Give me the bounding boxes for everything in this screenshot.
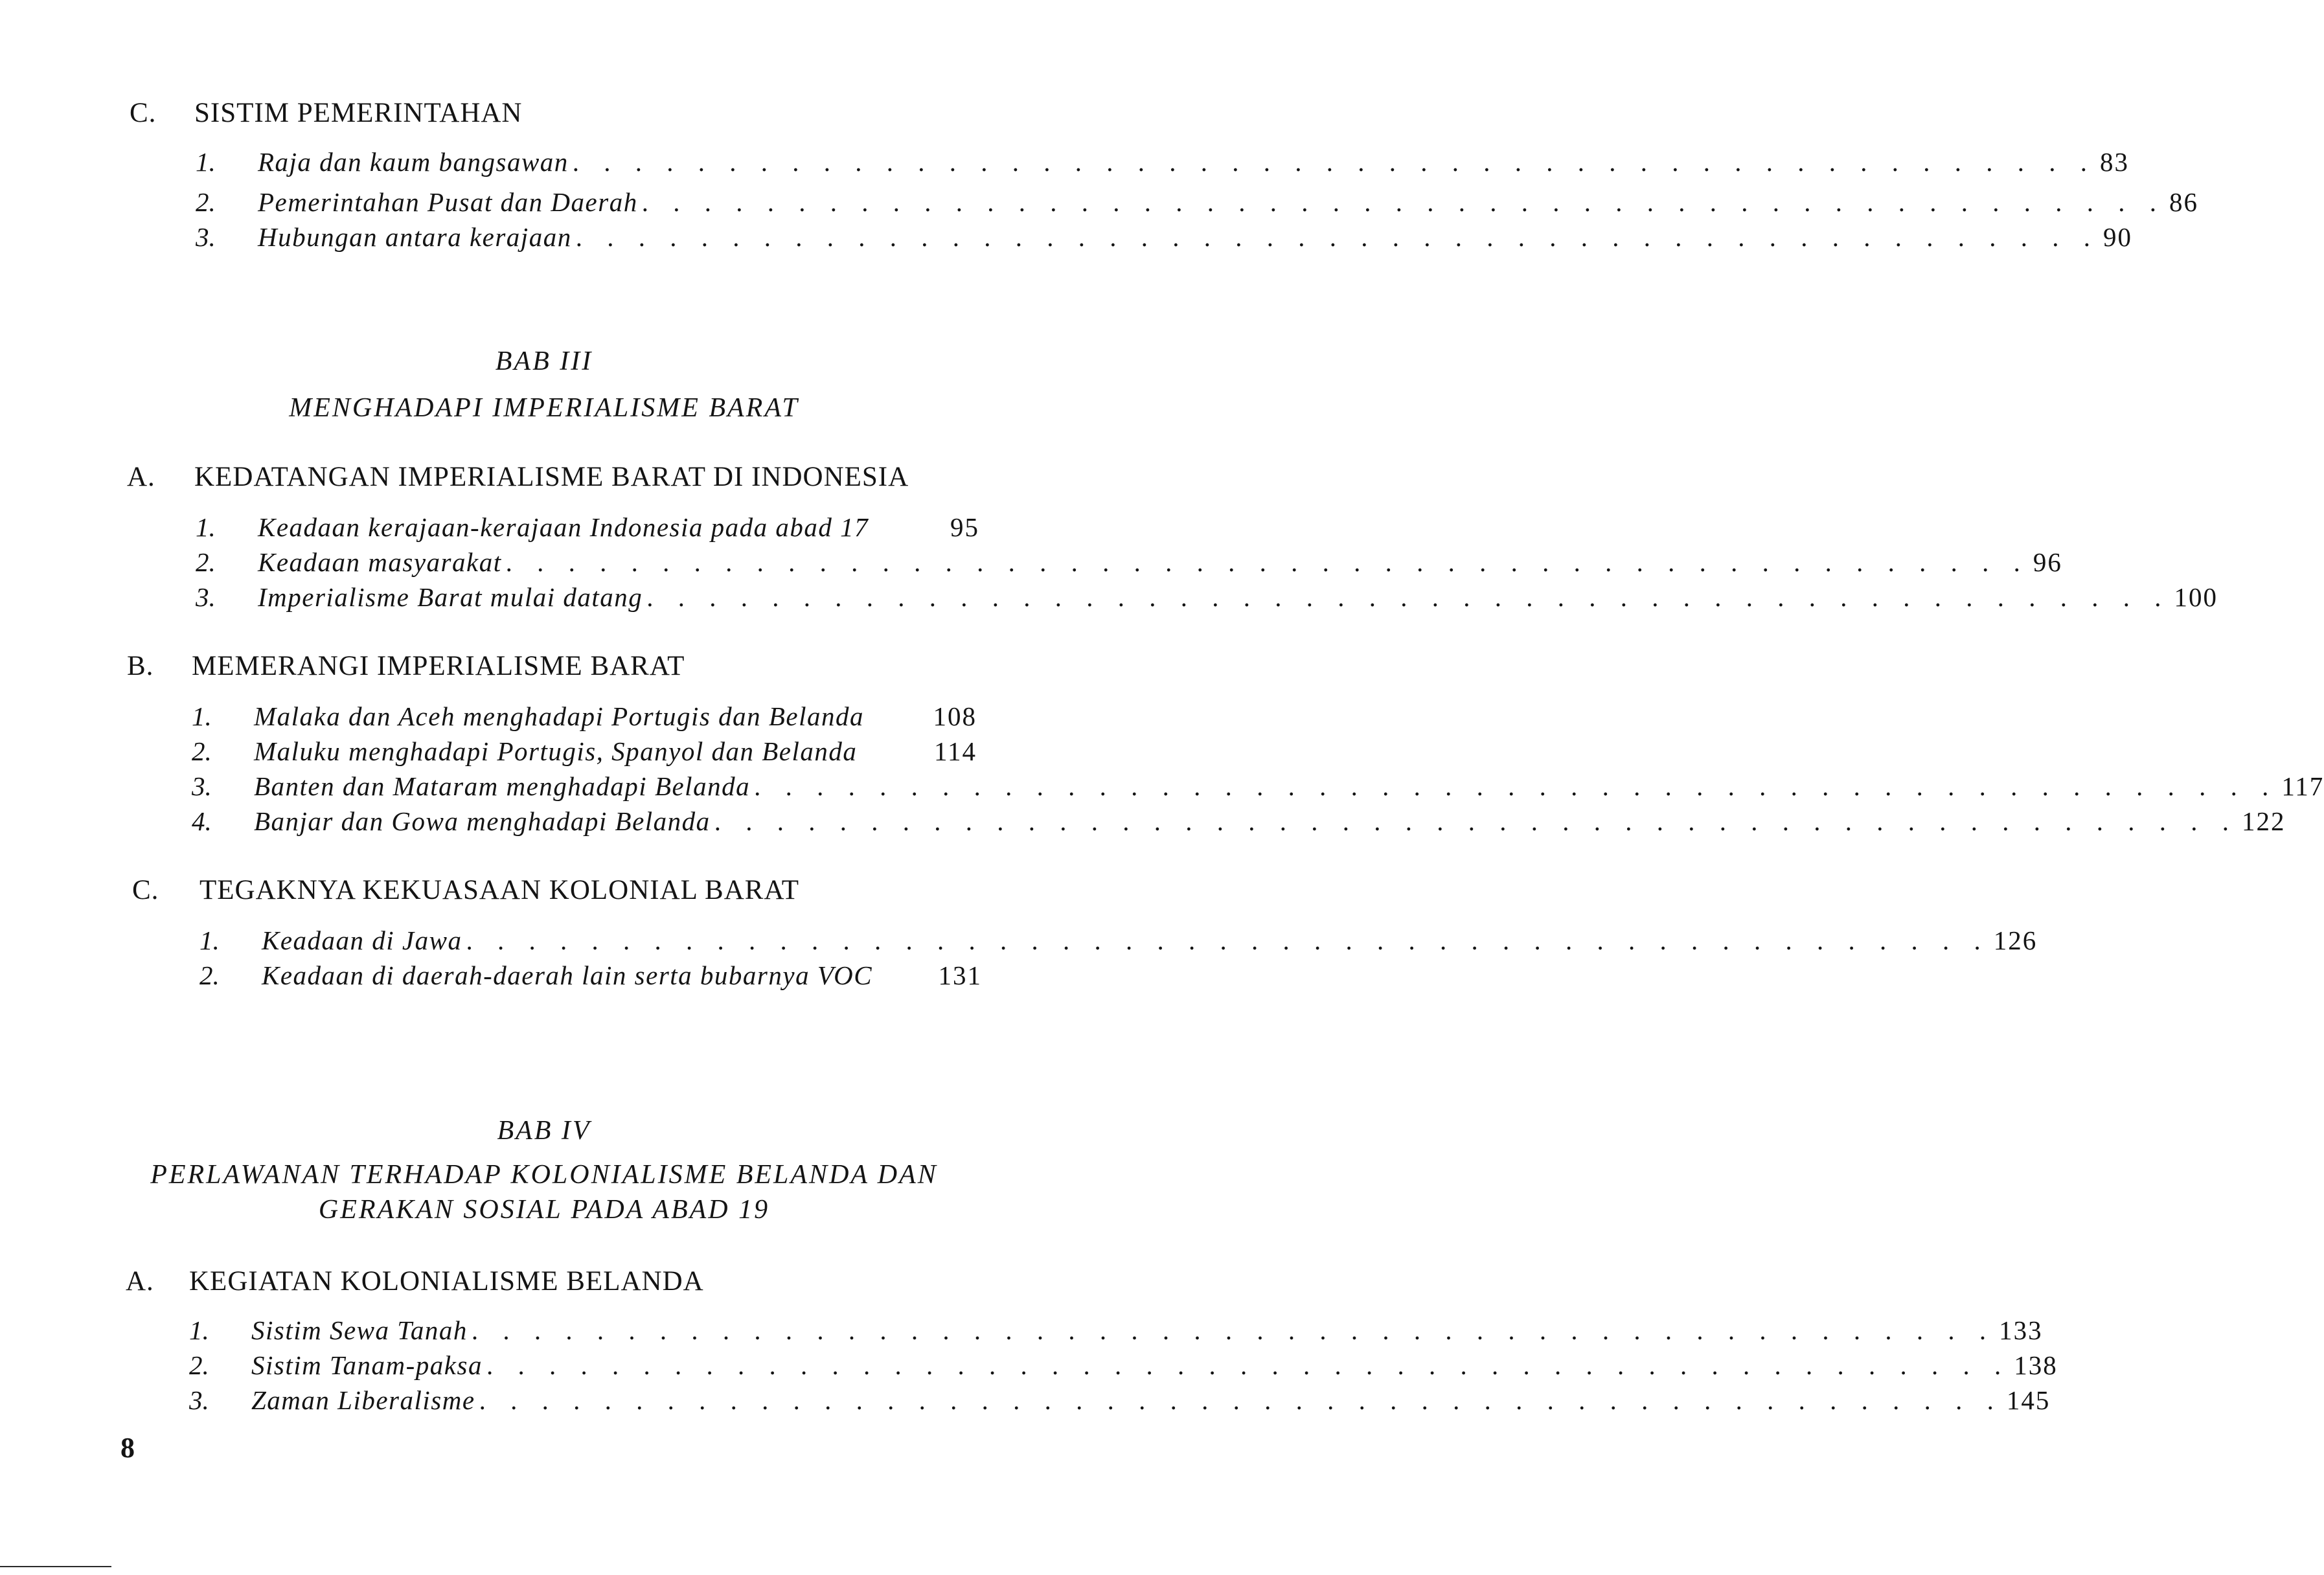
dot-leader: . . . . . . . . . . . . . . . . . . . . . . . . . . . . . . . . . . . . . . . . . . . . . . . . . xyxy=(572,147,2097,177)
entry-number: 2. xyxy=(199,960,220,990)
section-title: MEMERANGI IMPERIALISME BARAT xyxy=(192,651,685,681)
chapter-title-line: PERLAWANAN TERHADAP KOLONIALISME BELANDA DAN xyxy=(150,1160,938,1190)
entry-title: Keadaan di daerah-daerah lain serta bubarnya VOC xyxy=(262,960,873,990)
section-letter: A. xyxy=(127,462,155,492)
chapter-title: MENGHADAPI IMPERIALISME BARAT xyxy=(289,393,799,423)
section-title: TEGAKNYA KEKUASAAN KOLONIAL BARAT xyxy=(199,875,800,905)
dot-leader: . . . . . . . . . . . . . . . . . . . . . . . . . . . . . . . . . . . . . . . . . . . . . . . . . xyxy=(479,1385,2003,1415)
toc-entry xyxy=(199,925,2038,956)
entry-page: 86 xyxy=(2169,187,2198,217)
entry-number: 3. xyxy=(189,1385,209,1415)
section-letter: B. xyxy=(127,651,154,681)
entry-title: Maluku menghadapi Portugis, Spanyol dan Belanda xyxy=(254,736,858,766)
toc-entry xyxy=(189,1385,2051,1416)
section-title: KEGIATAN KOLONIALISME BELANDA xyxy=(189,1266,704,1297)
chapter-title-line: GERAKAN SOSIAL PADA ABAD 19 xyxy=(318,1195,770,1225)
chapter-label: BAB IV xyxy=(497,1116,591,1146)
toc-entry xyxy=(196,582,2218,613)
entry-title: Malaka dan Aceh menghadapi Portugis dan Belanda xyxy=(254,701,865,731)
entry-number: 1. xyxy=(189,1315,209,1345)
entry-title: Sistim Sewa Tanah xyxy=(251,1315,468,1345)
entry-number: 2. xyxy=(196,547,216,577)
entry-page: 131 xyxy=(938,960,982,990)
dot-leader: . . . . . . . . . . . . . . . . . . . . . . . . . . . . . . . . . . . . . . . . . . . . . . . . . xyxy=(714,806,2238,836)
entry-number: 1. xyxy=(196,147,216,177)
entry-number: 3. xyxy=(196,582,216,612)
entry-number: 1. xyxy=(196,512,216,542)
toc-entry xyxy=(199,960,982,991)
toc-entry xyxy=(189,1315,2043,1346)
toc-entry xyxy=(196,146,2130,177)
entry-number: 2. xyxy=(192,736,212,766)
toc-entry xyxy=(196,547,2062,578)
entry-number: 2. xyxy=(196,187,216,217)
entry-page: 114 xyxy=(934,736,977,766)
section-letter: A. xyxy=(126,1266,154,1297)
toc-entry xyxy=(192,736,977,767)
entry-page: 138 xyxy=(2014,1350,2058,1380)
dot-leader: . . . . . . . . . . . . . . . . . . . . . . . . . . . . . . . . . . . . . . . . . . . . . . . . . xyxy=(754,771,2278,801)
entry-title: Imperialisme Barat mulai datang xyxy=(258,582,643,612)
entry-page: 96 xyxy=(2033,547,2062,577)
entry-title: Banten dan Mataram menghadapi Belanda xyxy=(254,771,751,801)
dot-leader: . . . . . . . . . . . . . . . . . . . . . . . . . . . . . . . . . . . . . . . . . . . . . . . . . xyxy=(641,187,2165,217)
entry-page: 83 xyxy=(2100,147,2130,177)
entry-title: Zaman Liberalisme xyxy=(251,1385,475,1415)
section-title: KEDATANGAN IMPERIALISME BARAT DI INDONESIA xyxy=(194,462,909,492)
entry-title: Banjar dan Gowa menghadapi Belanda xyxy=(254,806,711,836)
entry-number: 2. xyxy=(189,1350,209,1380)
entry-title: Sistim Tanam-paksa xyxy=(251,1350,483,1380)
entry-number: 1. xyxy=(192,701,212,731)
dot-leader: . . . . . . . . . . . . . . . . . . . . . . . . . . . . . . . . . . . . . . . . . . . . . . . . . xyxy=(505,547,2029,577)
chapter-label: BAB III xyxy=(495,346,593,376)
toc-entry xyxy=(196,187,2198,218)
entry-title: Pemerintahan Pusat dan Daerah xyxy=(258,187,638,217)
toc-entry xyxy=(196,221,2132,253)
entry-page: 117 xyxy=(2281,771,2324,801)
entry-title: Raja dan kaum bangsawan xyxy=(258,147,569,177)
entry-page: 95 xyxy=(950,512,979,542)
entry-number: 3. xyxy=(192,771,212,801)
section-letter: C. xyxy=(132,875,159,905)
dot-leader: . . . . . . . . . . . . . . . . . . . . . . . . . . . . . . . . . . . . . . . . . . . . . . . . . xyxy=(471,1315,1996,1345)
entry-title: Hubungan antara kerajaan xyxy=(258,222,572,252)
entry-number: 1. xyxy=(199,925,220,955)
toc-entry xyxy=(192,771,2324,802)
entry-page: 90 xyxy=(2102,222,2132,252)
entry-number: 4. xyxy=(192,806,212,836)
dot-leader: . . . . . . . . . . . . . . . . . . . . . . . . . . . . . . . . . . . . . . . . . . . . . . . . . xyxy=(575,222,2099,252)
entry-page: 145 xyxy=(2006,1385,2051,1415)
entry-number: 3. xyxy=(196,222,216,252)
entry-page: 122 xyxy=(2241,806,2286,836)
toc-entry xyxy=(196,512,979,543)
toc-entry xyxy=(189,1350,2058,1381)
section-letter: C. xyxy=(130,98,157,128)
section-title: SISTIM PEMERINTAHAN xyxy=(194,98,523,128)
dot-leader: . . . . . . . . . . . . . . . . . . . . . . . . . . . . . . . . . . . . . . . . . . . . . . . . . xyxy=(466,925,1990,955)
entry-title: Keadaan kerajaan-kerajaan Indonesia pada abad 17 xyxy=(258,512,869,542)
bottom-rule xyxy=(0,1566,111,1567)
entry-page: 108 xyxy=(933,701,977,731)
entry-page: 126 xyxy=(1993,925,2038,955)
entry-title: Keadaan di Jawa xyxy=(262,925,462,955)
page-number: 8 xyxy=(120,1432,135,1464)
toc-entry xyxy=(192,701,977,732)
dot-leader: . . . . . . . . . . . . . . . . . . . . . . . . . . . . . . . . . . . . . . . . . . . . . . . . . xyxy=(646,582,2170,612)
entry-page: 133 xyxy=(1999,1315,2043,1345)
entry-page: 100 xyxy=(2174,582,2218,612)
toc-entry xyxy=(192,806,2286,837)
dot-leader: . . . . . . . . . . . . . . . . . . . . . . . . . . . . . . . . . . . . . . . . . . . . . . . . . xyxy=(486,1350,2011,1380)
entry-title: Keadaan masyarakat xyxy=(258,547,502,577)
